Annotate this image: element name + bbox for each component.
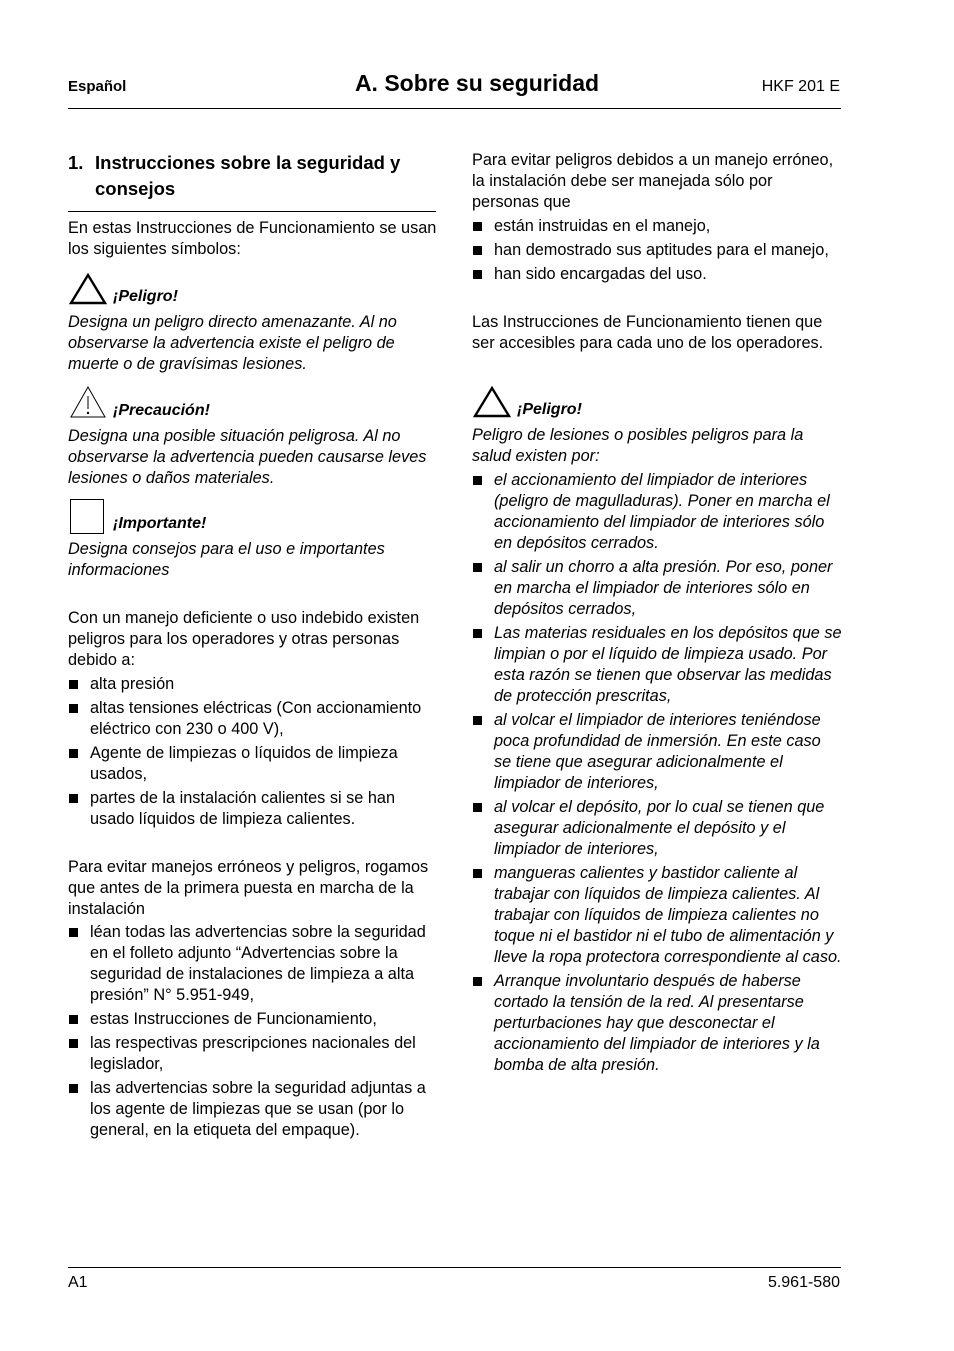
section-number: 1. [68, 152, 84, 173]
operators-intro: Para evitar peligros debidos a un manejo erróneo, la instalación debe ser manejada sólo por personas que [472, 151, 834, 211]
page-title: A. Sobre su seguridad [354, 70, 600, 96]
list-item: las advertencias sobre la seguridad adjuntas a los agente de limpiezas que se usan (por lo general, en la etiqueta del empaque). [68, 1078, 438, 1141]
reading-intro: Para evitar manejos erróneos y peligros, rogamos que antes de la primera puesta en marcha de la instalación [68, 858, 429, 918]
danger-intro: Peligro de lesiones o posibles peligros para la salud existen por: [472, 426, 804, 465]
operators-list [472, 216, 842, 288]
document-number: 5.961-580 [767, 1274, 840, 1291]
operators-access: Las Instrucciones de Funcionamiento tienen que ser accesibles para cada uno de los operadores. [472, 313, 824, 352]
list-item: al salir un chorro a alta presión. Por eso, poner en marcha el limpiador de interiores sólo en depósitos cerrados, [472, 557, 842, 620]
intro-text: En estas Instrucciones de Funcionamiento se usan los siguientes símbolos: [68, 219, 437, 258]
hazards-list [68, 674, 438, 833]
list-item: el accionamiento del limpiador de interiores (peligro de magulladuras). Poner en marcha el accionamiento del limpiador de interiores sólo en depósitos cerrados. [472, 470, 842, 554]
header-model: HKF 201 E [761, 78, 840, 95]
importante-heading: ¡Importante! [113, 515, 207, 532]
list-item: léan todas las advertencias sobre la seguridad en el folleto adjunto “Advertencias sobre la seguridad de instalaciones de limpieza a alta presión” N° 5.951-949, [68, 922, 438, 1006]
hazards-intro: Con un manejo deficiente o uso indebido existen peligros para los operadores y otras personas debido a: [68, 609, 420, 669]
list-item: al volcar el limpiador de interiores teniéndose poca profundidad de inmersión. En este caso se tiene que asegurar adicionalmente el limpiador de interiores, [472, 710, 842, 794]
list-item: Arranque involuntario después de haberse cortado la tensión de la red. Al presentarse perturbaciones hay que desconectar el accionamiento del limpiador de interiores y la bomba de alta presión. [472, 971, 842, 1076]
page-number: A1 [68, 1274, 88, 1291]
peligro-text: Designa un peligro directo amenazante. Al no observarse la advertencia existe el peligro de muerte o de gravísimas lesiones. [68, 313, 397, 373]
importante-text: Designa consejos para el uso e importantes informaciones [68, 540, 385, 579]
notice-square-icon [70, 499, 104, 534]
list-item: están instruidas en el manejo, [472, 216, 842, 237]
danger-list [472, 470, 842, 1079]
danger-triangle-icon [472, 385, 512, 419]
list-item: estas Instrucciones de Funcionamiento, [68, 1009, 438, 1030]
list-item: han demostrado sus aptitudes para el manejo, [472, 240, 842, 261]
section-rule [68, 211, 436, 212]
list-item: al volcar el depósito, por lo cual se tienen que asegurar adicionalmente el depósito y el limpiador de interiores, [472, 797, 842, 860]
list-item: Las materias residuales en los depósitos que se limpian o por el líquido de limpieza usado. Por esta razón se tienen que observar las medidas de protección prescritas, [472, 623, 842, 707]
list-item: mangueras calientes y bastidor caliente al trabajar con líquidos de limpieza calientes. Al trabajar con líquidos de limpieza calientes no toque ni el bastidor ni el tubo de alimentación y lleve la ropa protectora correspondiente al caso. [472, 863, 842, 968]
danger-triangle-icon [68, 272, 108, 306]
list-item: Agente de limpiezas o líquidos de limpieza usados, [68, 743, 438, 785]
reading-list [68, 922, 438, 1144]
peligro-heading: ¡Peligro! [113, 288, 178, 305]
list-item: han sido encargadas del uso. [472, 264, 842, 285]
section-heading [68, 150, 440, 202]
list-item: alta presión [68, 674, 438, 695]
header-language: Español [68, 78, 127, 95]
peligro-heading: ¡Peligro! [517, 401, 582, 418]
list-item: las respectivas prescripciones nacionales del legislador, [68, 1033, 438, 1075]
precaucion-heading: ¡Precaución! [113, 402, 210, 419]
caution-triangle-icon [68, 384, 108, 420]
footer-rule [68, 1267, 841, 1268]
precaucion-text: Designa una posible situación peligrosa. Al no observarse la advertencia pueden causarse leves lesiones o daños materiales. [68, 427, 427, 487]
section-title: Instrucciones sobre la seguridad y consejos [95, 152, 401, 199]
header-rule [68, 108, 841, 109]
list-item: altas tensiones eléctricas (Con accionamiento eléctrico con 230 o 400 V), [68, 698, 438, 740]
list-item: partes de la instalación calientes si se han usado líquidos de limpieza calientes. [68, 788, 438, 830]
